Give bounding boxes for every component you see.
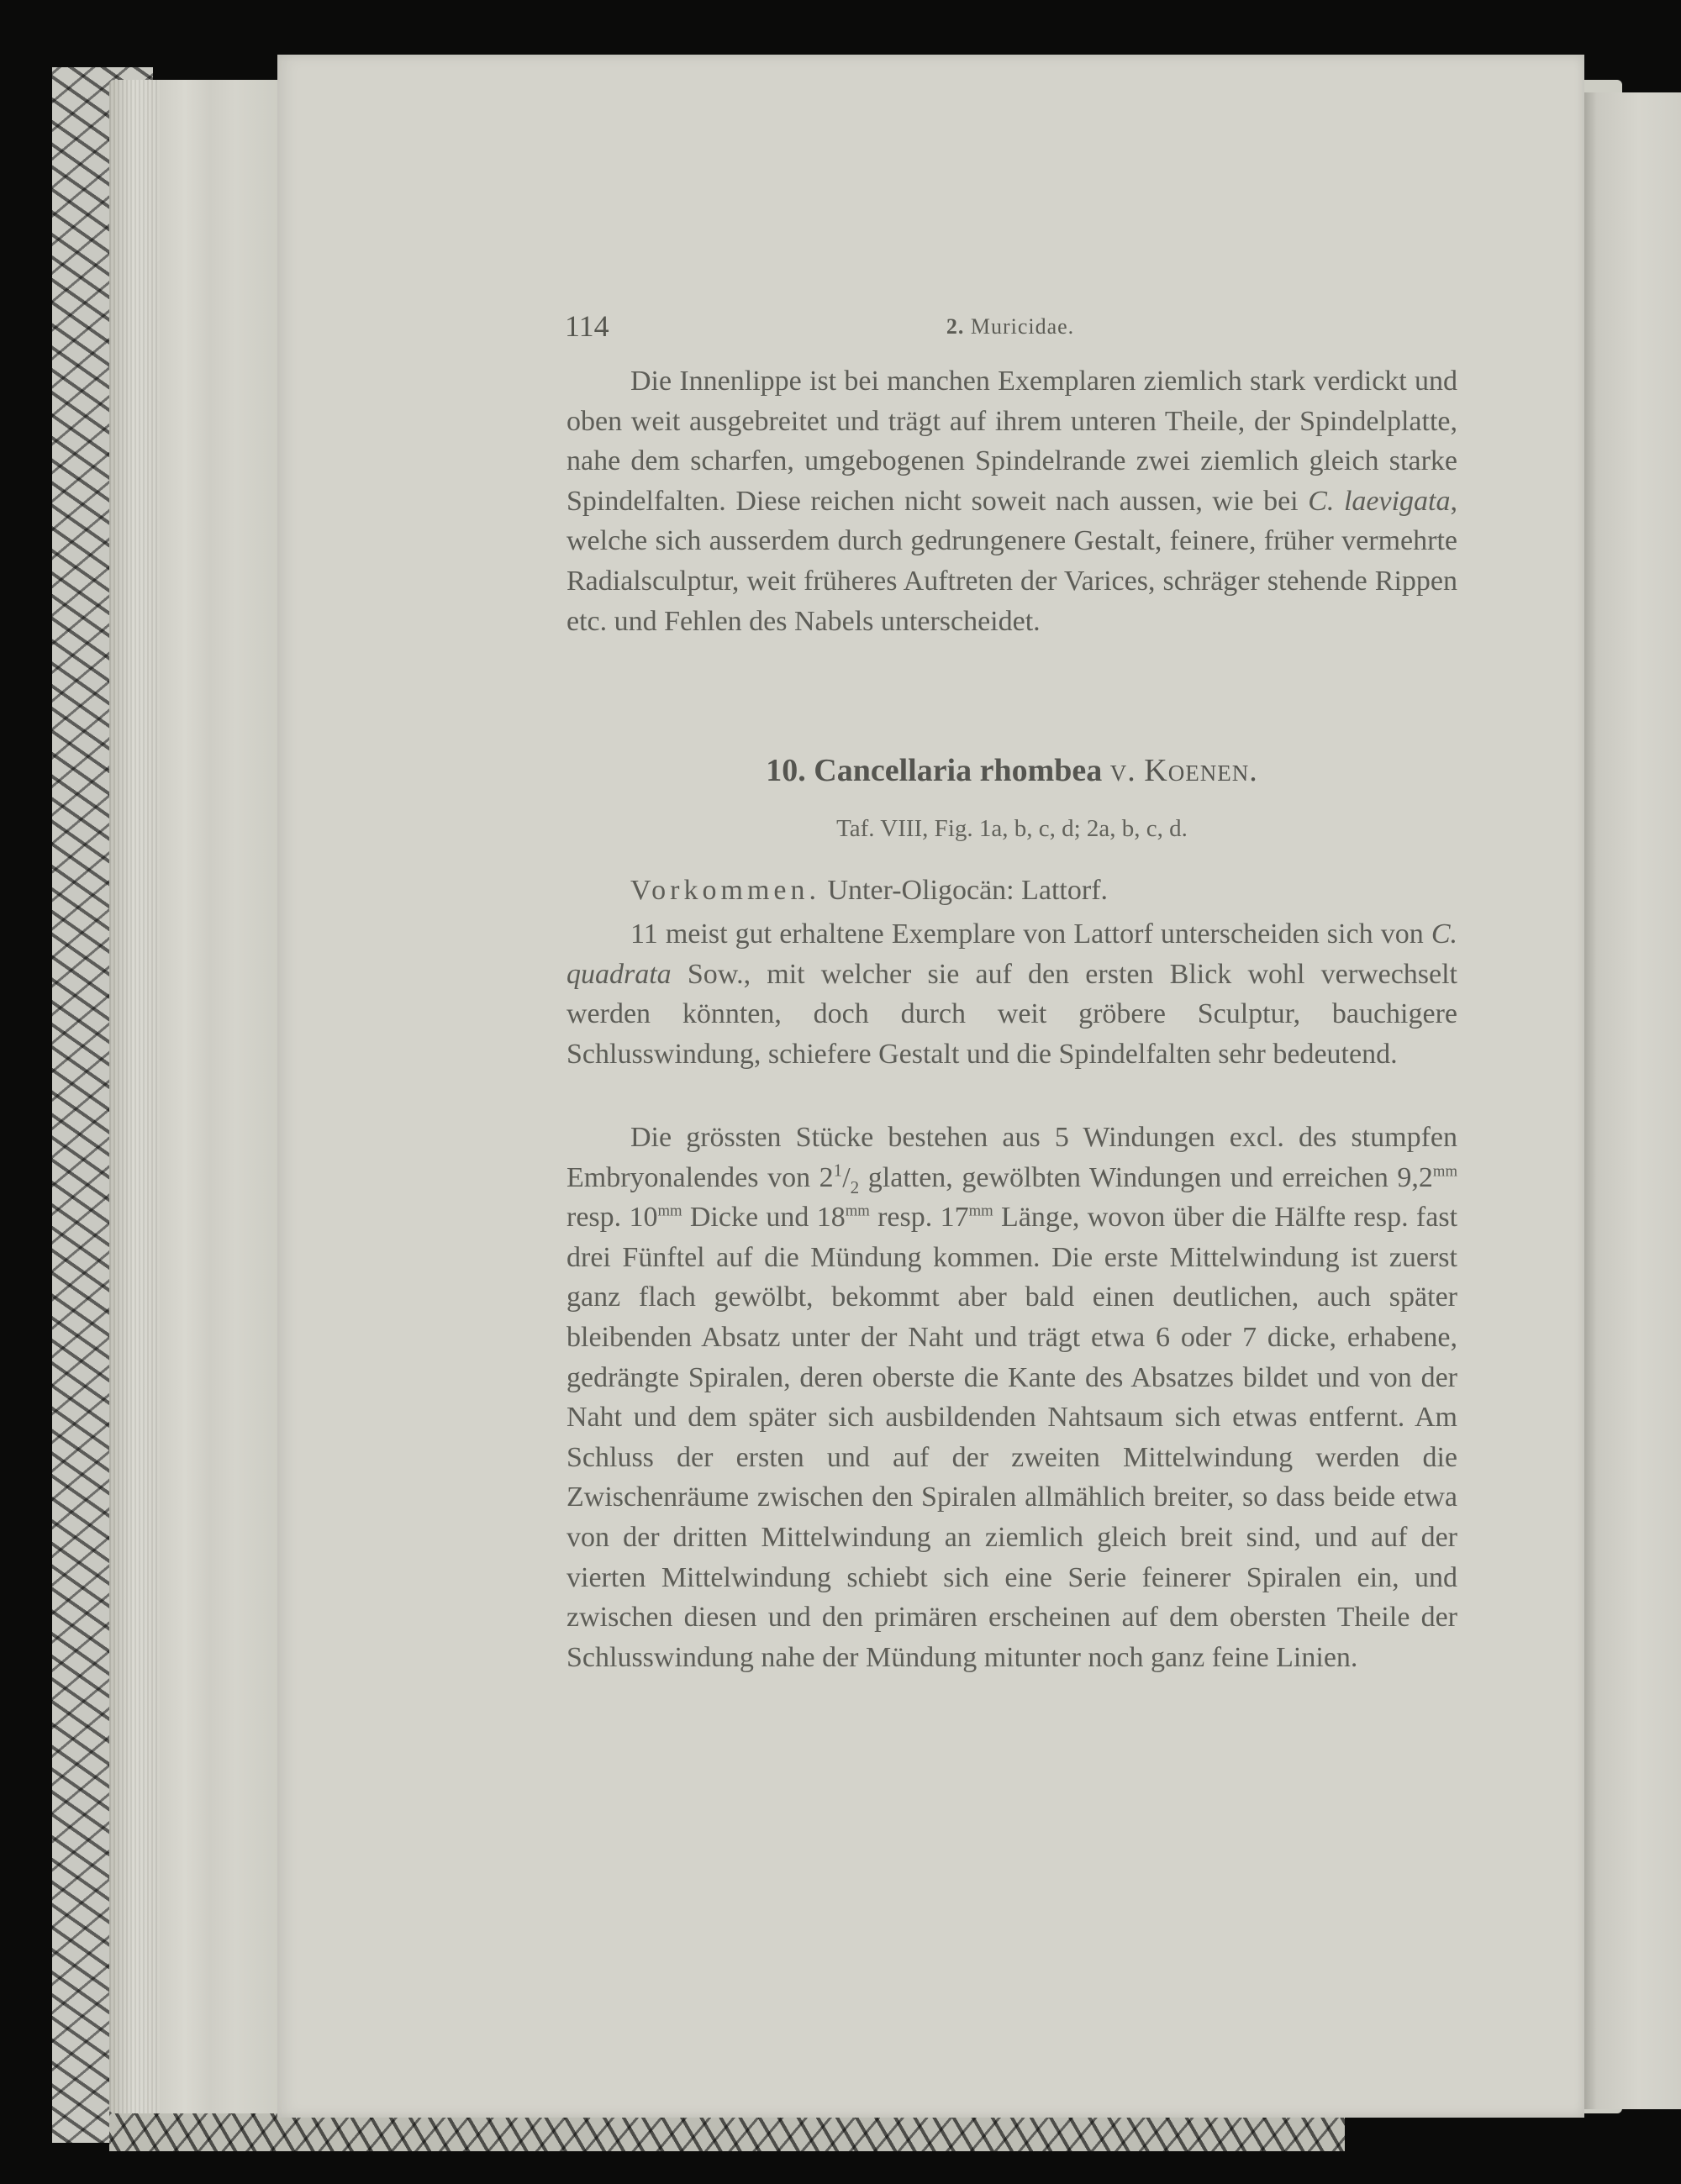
section-title: Cancellaria rhombea	[814, 753, 1103, 788]
para3-text-4: Dicke und 18	[689, 1202, 846, 1234]
running-head-number: 2.	[946, 314, 965, 339]
para3-text-1: Die grössten Stücke bestehen aus 5 Windungen excl. des stumpfen Embryonalendes von	[566, 1122, 1457, 1193]
para3-text-3: resp. 10	[566, 1202, 658, 1234]
para1-text: Die Innenlippe ist bei manchen Exemplaren ziemlich stark verdickt und oben weit ausgebreitet und trägt auf ihrem unteren Theile, der Spindelplatte, nahe dem scharfen, umgebogenen Spindelrande zwei ziemlich gleich starke Spindelfalten. Diese reichen nicht soweit nach aussen, wie bei	[566, 366, 1457, 517]
paragraph-comparison	[566, 914, 1457, 1074]
page-number: 114	[565, 309, 609, 343]
section-number: 10.	[766, 753, 806, 788]
para2-text-after: Sow., mit welcher sie auf den ersten Blick wohl verwechselt werden könnten, doch durch weit gröbere Sculptur, bauchigere Schlusswindung, schiefere Gestalt und die Spindelfalten sehr bedeutend.	[566, 958, 1458, 1070]
para1-text-after: , welche sich ausserdem durch gedrungenere Gestalt, feinere, früher vermehrte Radialsculptur, weit früheres Auftreten der Varices, schräger stehende Rippen etc. und Fehlen des Nabels unterscheidet.	[566, 485, 1458, 637]
paragraph-description	[566, 1118, 1457, 1677]
para2-species-ref: C. quadrata	[566, 918, 1458, 990]
para3-text-2: glatten, gewölbten Windungen und erreichen 9,2	[867, 1161, 1433, 1193]
running-head	[565, 307, 1456, 347]
occurrence-label: Vorkommen.	[630, 875, 820, 906]
section-heading	[566, 752, 1457, 789]
occurrence-value: Unter-Oligocän: Lattorf.	[827, 875, 1109, 906]
unit-mm: mm	[657, 1202, 682, 1220]
section-author: Koenen.	[1144, 753, 1258, 788]
unit-mm: mm	[845, 1202, 870, 1220]
para3-text-6: Länge, wovon über die Hälfte resp. fast drei Fünftel auf die Mündung kommen. Die erste Mittelwindung ist zuerst ganz flach gewölbt, bekommt aber bald einen deutlichen, auch später bleibenden Absatz unter der Naht und trägt etwa 6 oder 7 dicke, erhabene, gedrängte Spiralen, deren oberste die Kante des Absatzes bildet und von der Naht und dem später sich ausbildenden Nahtsaum sich etwas entfernt. Am Schluss der ersten und auf der zweiten Mittelwindung werden die Zwischenräume zwischen den Spiralen allmählich breiter, so dass beide etwa von der dritten Mittelwindung an ziemlich gleich breit sind, und auf der vierten Mittelwindung schiebt sich eine Serie feinerer Spiralen ein, und zwischen diesen und den primären erscheinen auf dem obersten Theile der Schlusswindung nahe der Mündung mitunter noch ganz feine Linien.	[566, 1202, 1458, 1673]
page-header	[565, 307, 1456, 349]
running-head-title: Muricidae.	[970, 314, 1075, 339]
fraction-denominator: 2	[850, 1176, 860, 1197]
fraction-separator: /	[842, 1161, 851, 1193]
para3-text-5: resp. 17	[877, 1202, 969, 1234]
unit-mm: mm	[1432, 1162, 1457, 1181]
para2-text-before: 11 meist gut erhaltene Exemplare von Lattorf unterscheiden sich von	[630, 918, 1424, 950]
unit-mm: mm	[968, 1202, 993, 1220]
occurrence-line	[566, 871, 1457, 911]
paragraph-inner-lip	[566, 361, 1457, 641]
fraction-numerator: 1	[833, 1160, 843, 1181]
right-page-edges	[1580, 92, 1681, 2109]
fraction-whole: 2	[819, 1161, 834, 1193]
para1-species-ref: C. laevigata	[1308, 485, 1451, 517]
section-author-prefix: v.	[1109, 753, 1136, 788]
figure-reference: Taf. VIII, Fig. 1a, b, c, d; 2a, b, c, d.	[836, 815, 1188, 842]
